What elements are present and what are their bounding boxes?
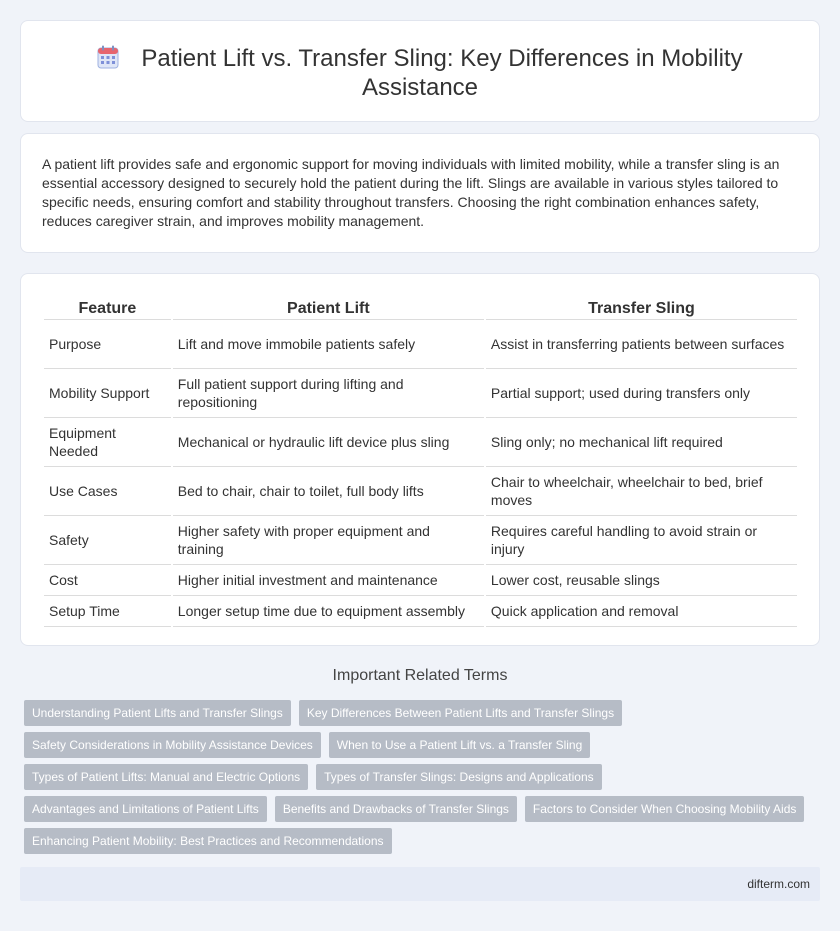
related-term-tag[interactable]: Safety Considerations in Mobility Assistance Devices	[24, 732, 321, 758]
table-row	[44, 596, 797, 627]
table-cell: Quick application and removal	[486, 596, 797, 627]
table-cell: Chair to wheelchair, wheelchair to bed, brief moves	[486, 467, 797, 516]
table-cell: Cost	[44, 565, 171, 596]
header-patient-lift: Patient Lift	[173, 294, 484, 320]
intro-card	[20, 133, 820, 253]
related-term-tag[interactable]: Factors to Consider When Choosing Mobility Aids	[525, 796, 804, 822]
header-card	[20, 20, 820, 122]
table-row	[44, 418, 797, 467]
comparison-card	[20, 273, 820, 646]
table-cell: Purpose	[44, 320, 171, 369]
intro-paragraph: A patient lift provides safe and ergonomic support for moving individuals with limited mobility, while a transfer sling is an essential accessory designed to securely hold the patient during the lift. Slings are available in various styles tailored to specific needs, ensuring comfort and stability throughout transfers. Choosing the right combination enhances safety, reduces caregiver strain, and improves mobility management.	[42, 156, 780, 229]
related-term-tag[interactable]: Benefits and Drawbacks of Transfer Slings	[275, 796, 517, 822]
table-cell: Safety	[44, 516, 171, 565]
table-cell: Mechanical or hydraulic lift device plus sling	[173, 418, 484, 467]
calendar-icon	[97, 45, 119, 69]
table-cell: Higher safety with proper equipment and training	[173, 516, 484, 565]
related-terms-title: Important Related Terms	[332, 667, 508, 684]
table-row	[44, 369, 797, 418]
header-feature: Feature	[44, 294, 171, 320]
related-term-tag[interactable]: When to Use a Patient Lift vs. a Transfer Sling	[329, 732, 590, 758]
table-cell: Longer setup time due to equipment assembly	[173, 596, 484, 627]
table-cell: Bed to chair, chair to toilet, full body lifts	[173, 467, 484, 516]
table-row	[44, 467, 797, 516]
table-cell: Requires careful handling to avoid strain or injury	[486, 516, 797, 565]
table-row	[44, 516, 797, 565]
header-transfer-sling: Transfer Sling	[486, 294, 797, 320]
table-cell: Equipment Needed	[44, 418, 171, 467]
table-cell: Lift and move immobile patients safely	[173, 320, 484, 369]
table-cell: Lower cost, reusable slings	[486, 565, 797, 596]
table-cell: Partial support; used during transfers only	[486, 369, 797, 418]
related-term-tag[interactable]: Enhancing Patient Mobility: Best Practices and Recommendations	[24, 828, 392, 854]
related-terms-tags	[24, 700, 814, 860]
table-cell: Use Cases	[44, 467, 171, 516]
related-term-tag[interactable]: Key Differences Between Patient Lifts and Transfer Slings	[299, 700, 622, 726]
related-term-tag[interactable]: Types of Patient Lifts: Manual and Electric Options	[24, 764, 308, 790]
comparison-table	[42, 294, 799, 627]
table-cell: Higher initial investment and maintenance	[173, 565, 484, 596]
table-header-row	[44, 294, 797, 320]
footer-site-link[interactable]: difterm.com	[747, 877, 810, 891]
page-title-row	[21, 44, 819, 102]
table-cell: Full patient support during lifting and repositioning	[173, 369, 484, 418]
table-row	[44, 565, 797, 596]
table-cell: Assist in transferring patients between surfaces	[486, 320, 797, 369]
related-term-tag[interactable]: Advantages and Limitations of Patient Lifts	[24, 796, 267, 822]
page-title: Patient Lift vs. Transfer Sling: Key Differences in Mobility Assistance	[141, 45, 743, 101]
related-term-tag[interactable]: Types of Transfer Slings: Designs and Applications	[316, 764, 601, 790]
table-row	[44, 320, 797, 369]
table-cell: Sling only; no mechanical lift required	[486, 418, 797, 467]
related-term-tag[interactable]: Understanding Patient Lifts and Transfer Slings	[24, 700, 291, 726]
table-cell: Mobility Support	[44, 369, 171, 418]
table-cell: Setup Time	[44, 596, 171, 627]
footer	[20, 867, 820, 901]
